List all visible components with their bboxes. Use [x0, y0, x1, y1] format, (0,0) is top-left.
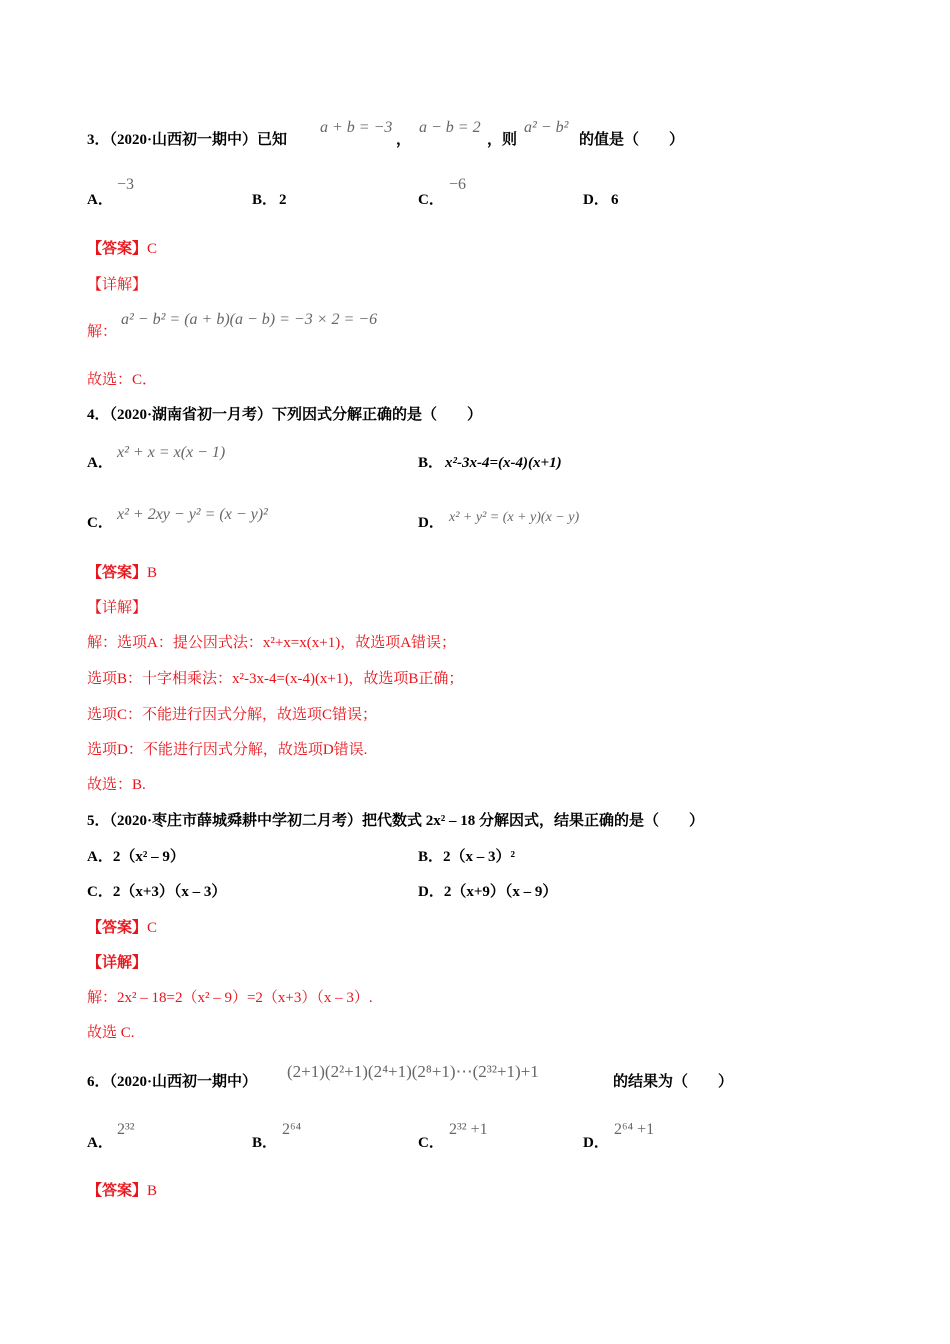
- q6-stem-prefix: 6．（2020·山西初一期中）: [87, 1074, 258, 1090]
- q4-detail-tag: 【详解】: [87, 600, 148, 616]
- q4-option-b-label: B．: [418, 455, 444, 471]
- q3-option-c-label: C．: [418, 192, 444, 208]
- q5-answer: C: [147, 920, 158, 936]
- q4-option-c-label: C．: [87, 515, 113, 531]
- q5-option-c-value: 2（x+3）（x – 3）: [112, 884, 227, 900]
- q6-option-b-label: B．: [252, 1135, 278, 1151]
- q3-option-d-label: D．: [583, 192, 609, 208]
- q5-option-a-value: 2（x² – 9）: [112, 849, 185, 865]
- q4-option-a-label: A．: [87, 455, 113, 471]
- q3-math-2: a − b = 2: [419, 119, 481, 136]
- q6-math: (2+1)(2²+1)(2⁴+1)(2⁸+1)⋯(2³²+1)+1: [287, 1062, 539, 1081]
- q6-option-b-value: 2⁶⁴: [282, 1121, 302, 1138]
- q3-math-3: a² − b²: [524, 119, 569, 136]
- q6-answer: B: [147, 1183, 158, 1199]
- q3-solution-prefix: 解：: [87, 324, 118, 340]
- q5-option-b-label: B．: [418, 849, 444, 865]
- q4-option-c-value: x² + 2xy − y² = (x − y)²: [117, 506, 268, 523]
- q6-option-a-label: A．: [87, 1135, 113, 1151]
- q6-option-d-label: D．: [583, 1135, 609, 1151]
- q5-detail-tag: 【详解】: [87, 955, 148, 971]
- q5-conclusion: 故选 C.: [87, 1025, 135, 1041]
- q3-option-c-value: −6: [449, 176, 467, 193]
- q5-solution: 解：2x² – 18=2（x² – 9）=2（x+3）（x – 3）.: [87, 990, 373, 1006]
- q4-option-d-label: D．: [418, 515, 444, 531]
- q6-answer-tag: 【答案】: [87, 1183, 148, 1199]
- q5-stem: 5．（2020·枣庄市薛城舜耕中学初二月考）把代数式 2x² – 18 分解因式，结果正确的是（ ）: [87, 813, 705, 829]
- q4-detail-line: 选项B：十字相乘法：x²-3x-4=(x-4)(x+1)，故选项B正确；: [87, 671, 464, 687]
- q3-stem-suffix: 的值是（ ）: [579, 132, 685, 148]
- q6-option-c-value: 2³² +1: [449, 1121, 488, 1138]
- q3-math-1: a + b = −3: [320, 119, 393, 136]
- q3-answer-tag: 【答案】: [87, 241, 148, 257]
- q4-answer: B: [147, 565, 158, 581]
- q4-detail-line: 故选：B.: [87, 777, 146, 793]
- q3-comma: ，: [396, 132, 412, 148]
- q4-stem: 4．（2020·湖南省初一月考）下列因式分解正确的是（ ）: [87, 407, 483, 423]
- q5-option-d-label: D．: [418, 884, 444, 900]
- q6-option-c-label: C．: [418, 1135, 444, 1151]
- q3-option-b-label: B．: [252, 192, 278, 208]
- q4-detail-line: 选项D：不能进行因式分解，故选项D错误.: [87, 742, 368, 758]
- q5-option-d-value: 2（x+9）（x – 9）: [443, 884, 558, 900]
- q4-detail-line: 解：选项A：提公因式法：x²+x=x(x+1)，故选项A错误；: [87, 635, 457, 651]
- q4-option-b-value: x²-3x-4=(x-4)(x+1): [445, 455, 562, 471]
- q3-option-a-value: −3: [117, 176, 135, 193]
- q3-answer: C: [147, 241, 158, 257]
- q3-stem-prefix: 3．（2020·山西初一期中）已知: [87, 132, 288, 148]
- q3-then: ，则: [487, 132, 518, 148]
- q3-option-a-label: A．: [87, 192, 113, 208]
- q4-option-a-value: x² + x = x(x − 1): [117, 444, 226, 461]
- q4-option-d-value: x² + y² = (x + y)(x − y): [449, 510, 580, 525]
- q3-conclusion: 故选：C．: [87, 372, 158, 388]
- q6-option-a-value: 2³²: [117, 1121, 135, 1138]
- q6-stem-suffix: 的结果为（ ）: [613, 1074, 734, 1090]
- q4-answer-tag: 【答案】: [87, 565, 148, 581]
- q4-detail-line: 选项C：不能进行因式分解，故选项C错误；: [87, 707, 378, 723]
- q5-answer-tag: 【答案】: [87, 920, 148, 936]
- q3-solution-math: a² − b² = (a + b)(a − b) = −3 × 2 = −6: [121, 311, 378, 328]
- q5-option-c-label: C．: [87, 884, 113, 900]
- q3-detail-tag: 【详解】: [87, 277, 148, 293]
- q6-option-d-value: 2⁶⁴ +1: [614, 1121, 655, 1138]
- q3-option-d-value: 6: [611, 192, 619, 208]
- q5-option-b-value: 2（x – 3）²: [443, 849, 516, 865]
- q5-option-a-label: A．: [87, 849, 113, 865]
- q3-option-b-value: 2: [279, 192, 287, 208]
